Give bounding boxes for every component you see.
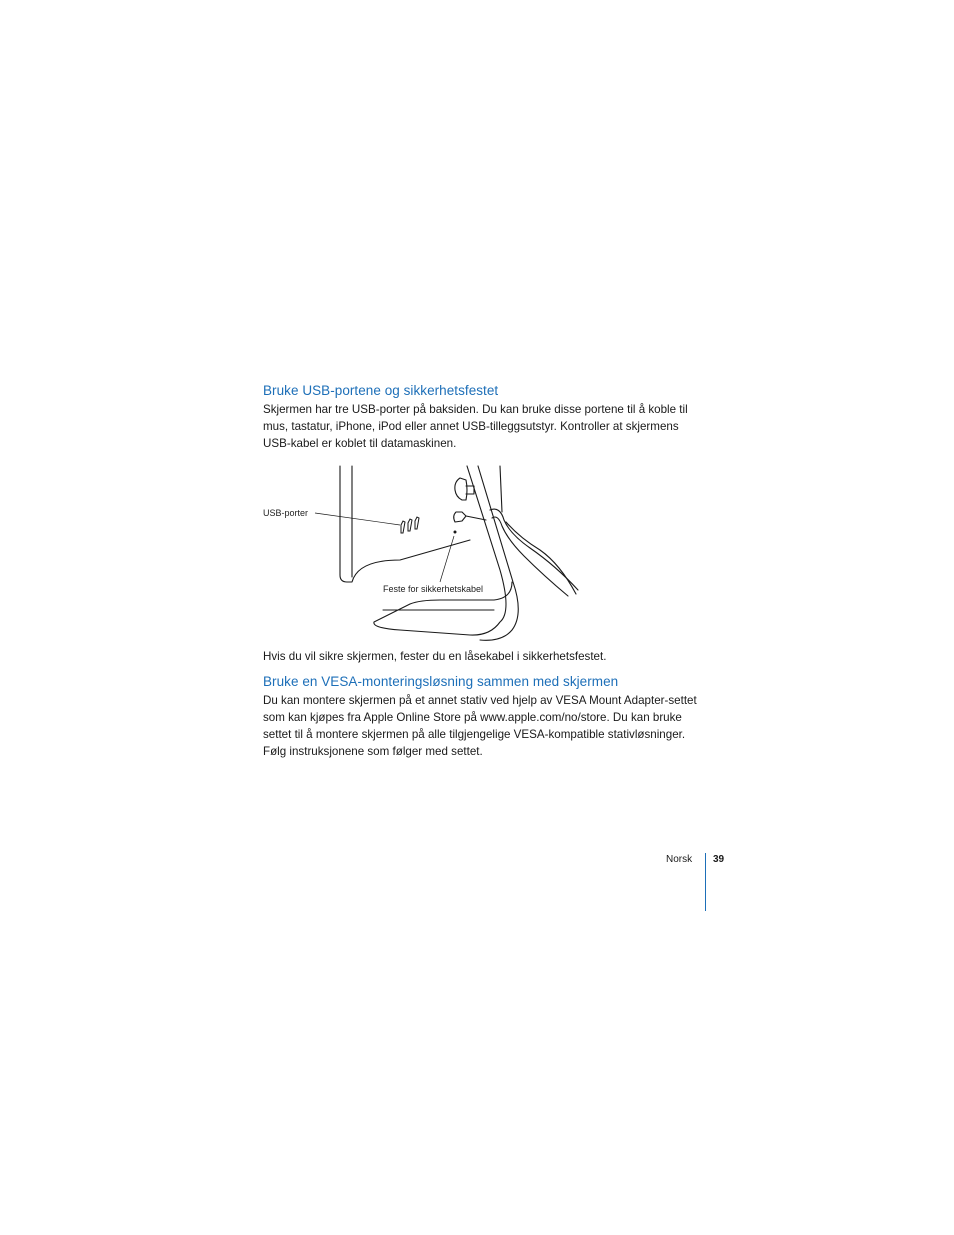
section-heading-vesa: Bruke en VESA-monteringsløsning sammen med skjermen [263, 674, 619, 689]
page-number: 39 [713, 854, 725, 865]
usb-port-3 [415, 517, 419, 529]
security-slot [454, 531, 457, 534]
section-paragraph-vesa: Du kan montere skjermen på et annet stativ ved hjelp av VESA Mount Adapter-settet som kan kjøpes fra Apple Online Store på www.apple.com/no/store. Du kan bruke settet til å montere skjermen på alle tilgjengelige VESA-kompatible stativløsninger. Følg instruksjonene som følger med settet. [263, 694, 697, 758]
display-back-illustration [255, 462, 595, 642]
footer-rule [705, 853, 706, 911]
lock-plug [454, 512, 466, 522]
label-usb-ports: USB-porter [263, 508, 309, 518]
section-paragraph-usb: Skjermen har tre USB-porter på baksiden. Du kan bruke disse portene til å koble til mus, tastatur, iPhone, iPod eller annet USB-tilleggsutstyr. Kontroller at skjermens USB-kabel er koblet til datamaskinen. [263, 403, 688, 450]
leader-lock [440, 536, 454, 582]
usb-port-1 [401, 521, 405, 533]
connector-top [455, 478, 467, 500]
section-heading-usb: Bruke USB-portene og sikkerhetsfestet [263, 383, 499, 398]
leader-usb [315, 513, 400, 525]
label-security-slot: Feste for sikkerhetskabel [383, 584, 484, 594]
security-instruction: Hvis du vil sikre skjermen, fester du en låsekabel i sikkerhetsfestet. [263, 650, 607, 663]
usb-port-2 [408, 519, 412, 531]
usb-ports-group [401, 517, 419, 533]
footer-language: Norsk [666, 854, 693, 865]
